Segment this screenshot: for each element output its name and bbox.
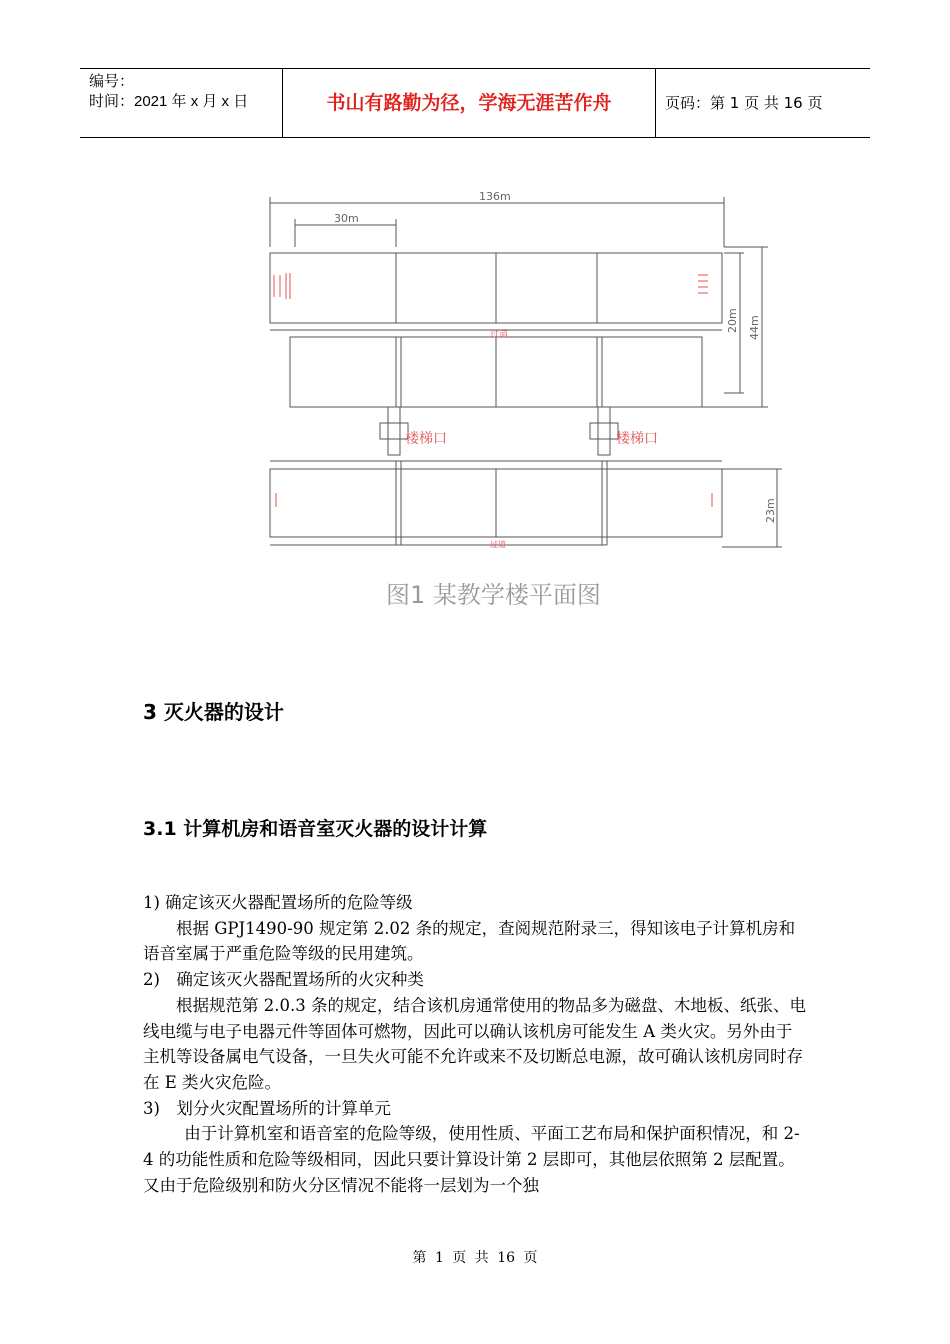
paragraph-step-3: 3) 划分火灾配置场所的计算单元: [143, 1098, 391, 1118]
floor-plan-drawing: [262, 185, 792, 625]
corridor-label-lower: 过道: [490, 540, 506, 549]
dim-total-width: 136m: [479, 190, 511, 203]
paragraph-step-2-body: 根据规范第 2.0.3 条的规定，结合该机房通常使用的物品多为磁盘、木地板、纸张、电线电缆与电子电器元件等固体可燃物，因此可以确认该机房可能发生 A 类火灾。另外由于主机等设备属电气设备，一旦失火可能不允许或来不及切断总电源，故可确认该机房同时存在 E 类火灾危险。: [143, 995, 806, 1092]
stair-label-left: 楼梯口: [405, 431, 447, 447]
header-motto: 书山有路勤为径，学海无涯苦作舟: [282, 69, 656, 137]
paragraph-step-3-body: 由于计算机室和语音室的危险等级，使用性质、平面工艺布局和保护面积情况，和 2-4 的功能性质和危险等级相同，因此只要计算设计第 2 层即可，其他层依照第 2 层配置。又由于危险级别和防火分区情况不能将一层划为一个独: [143, 1124, 800, 1195]
document-number: 编号：: [89, 73, 135, 90]
page-header: [80, 68, 870, 138]
dim-upper-depth: 20m: [726, 308, 739, 333]
stair-label-right: 楼梯口: [616, 431, 658, 447]
corridor-label: 过道: [490, 330, 509, 340]
paragraph-step-2: 2) 确定该灭火器配置场所的火灾种类: [143, 970, 424, 990]
section-heading: 3 灭火器的设计: [143, 700, 284, 724]
floor-plan-figure: [262, 185, 792, 625]
paragraph-step-1-body: 根据 GPJ1490-90 规定第 2.02 条的规定，查阅规范附录三，得知该电子计算机房和语音室属于严重危险等级的民用建筑。: [143, 918, 796, 964]
subsection-heading: 3.1 计算机房和语音室灭火器的设计计算: [143, 818, 488, 840]
dim-total-depth: 44m: [748, 315, 761, 340]
dim-room-width: 30m: [334, 212, 359, 225]
dim-lower-depth: 23m: [764, 498, 777, 523]
body-text: [143, 890, 808, 1198]
figure-caption: 图1 某教学楼平面图: [386, 581, 601, 609]
paragraph-step-1: 1) 确定该灭火器配置场所的危险等级: [143, 893, 413, 912]
page-footer: 第 1 页 共 16 页: [412, 1250, 538, 1266]
header-meta: [80, 69, 282, 137]
document-date: 时间：2021 年 x 月 x 日: [89, 93, 249, 110]
header-page-info: 页码：第 1 页 共 16 页: [665, 94, 823, 112]
